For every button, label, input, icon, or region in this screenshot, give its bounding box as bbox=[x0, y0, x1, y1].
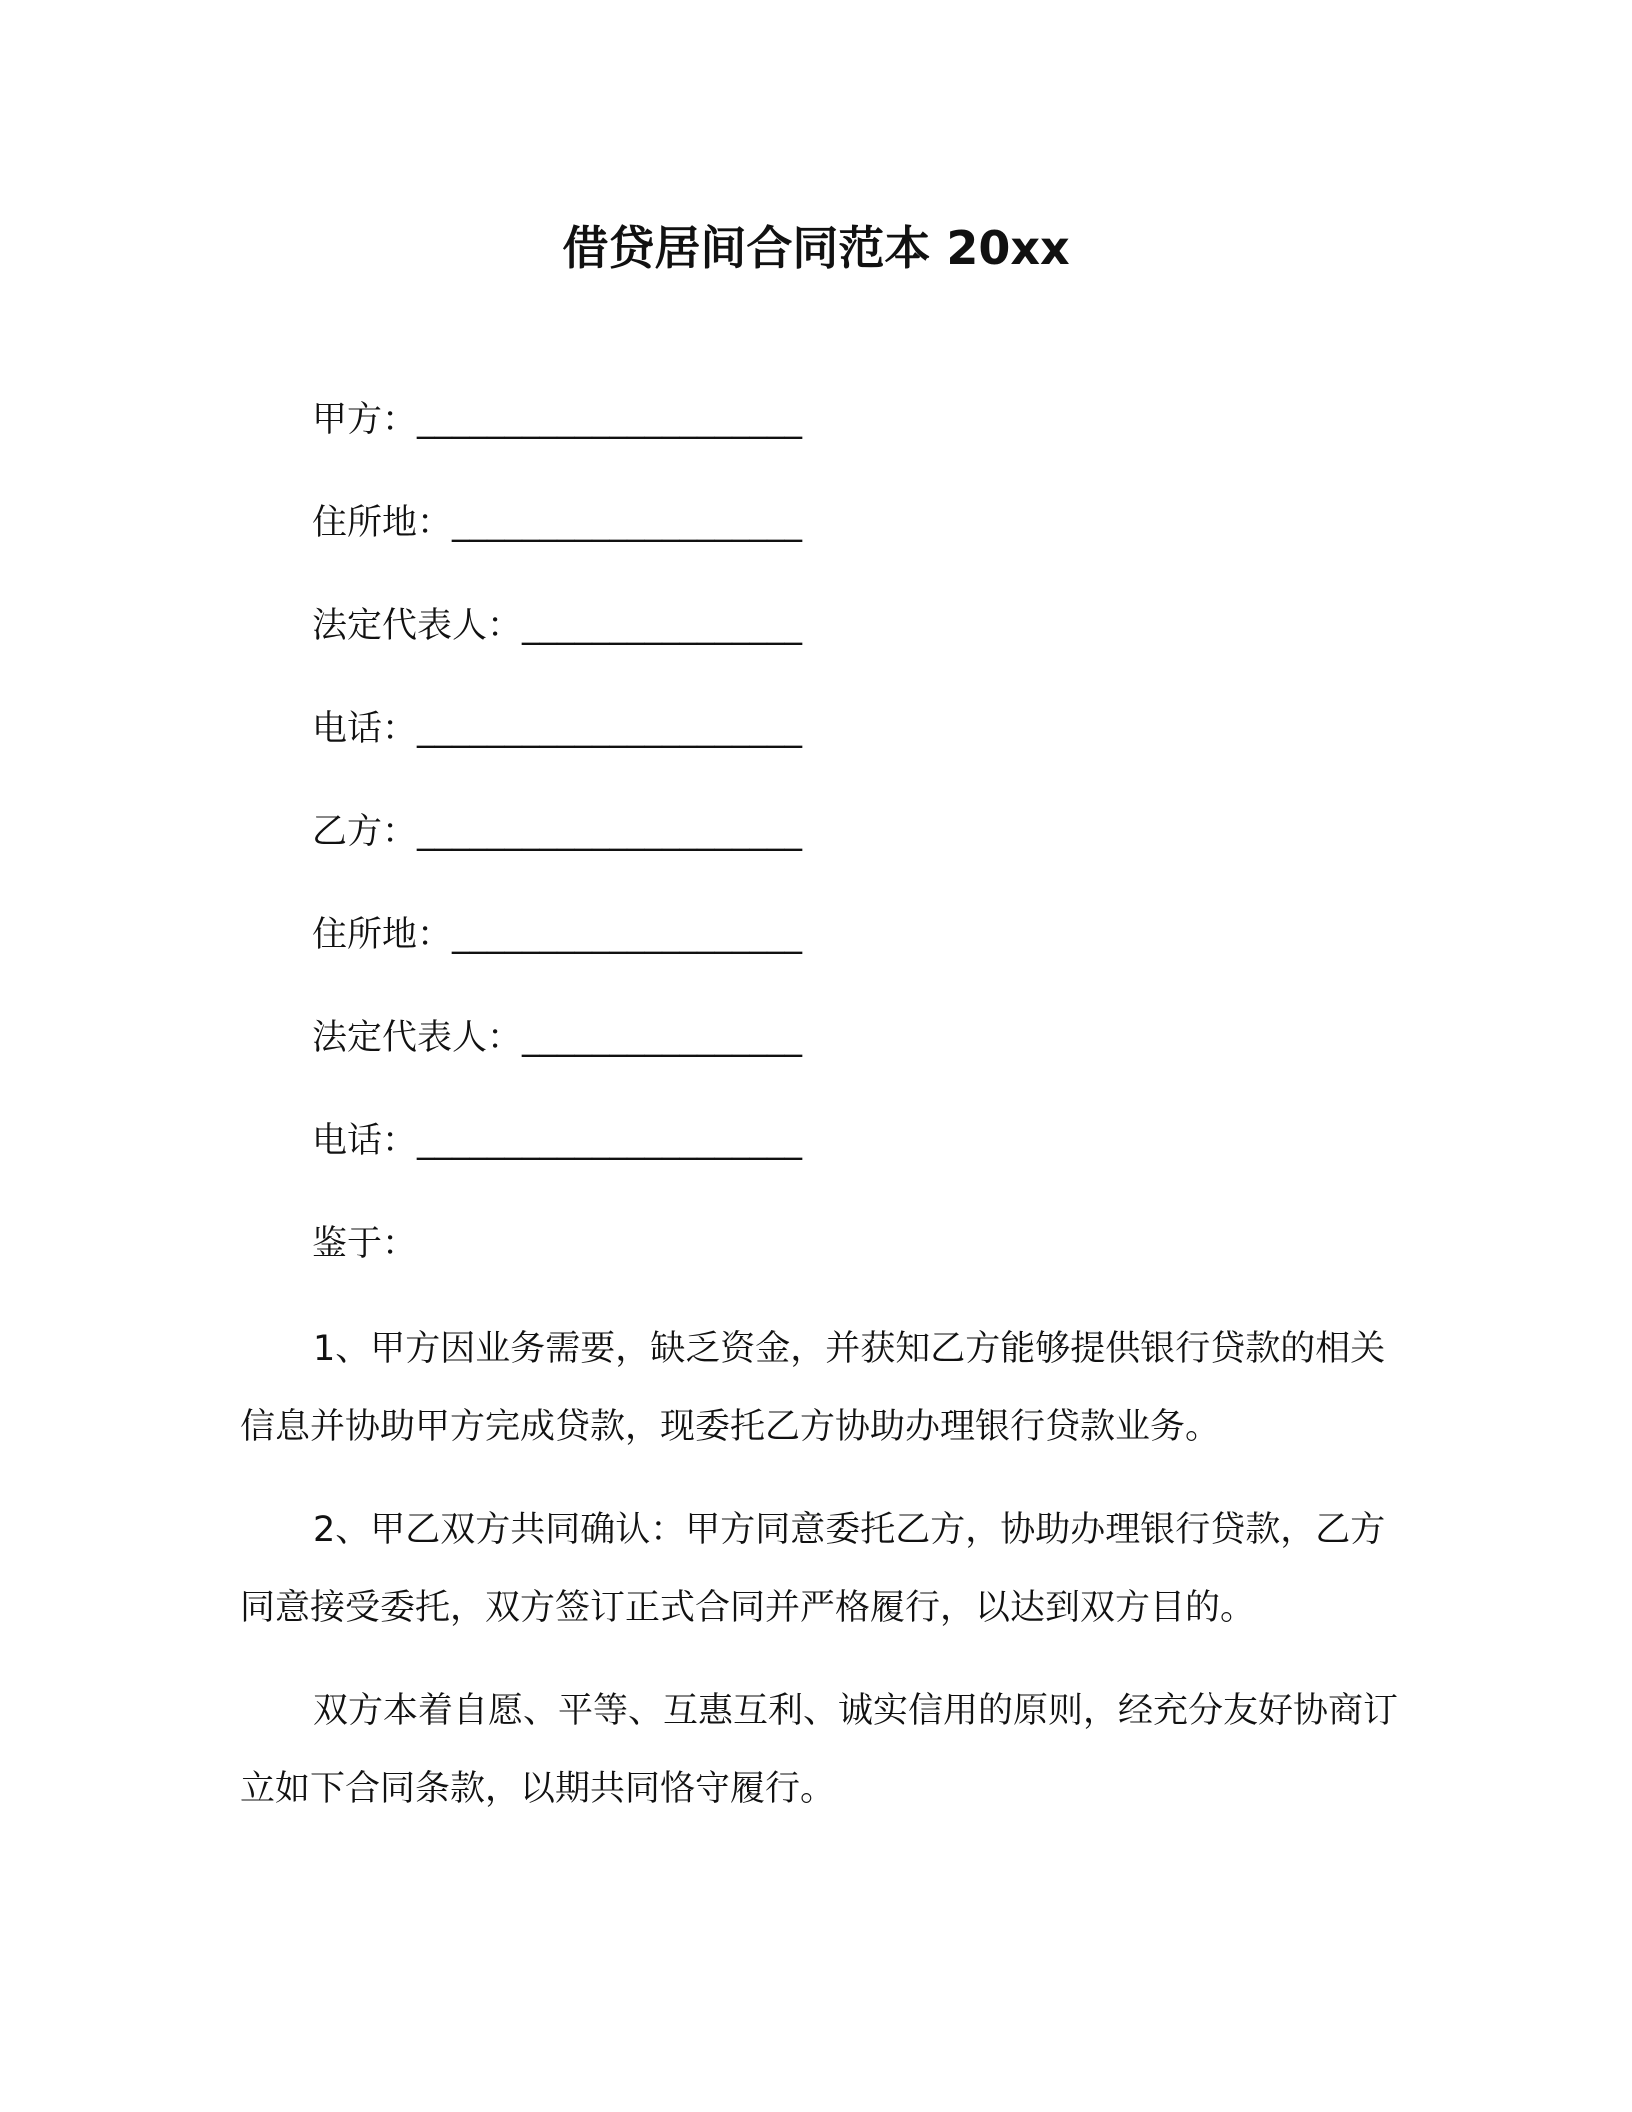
whereas-paragraph-1: 1、甲方因业务需要，缺乏资金，并获知乙方能够提供银行贷款的相关信息并协助甲方完成贷款，现委托乙方协助办理银行贷款业务。 bbox=[240, 1329, 1386, 1447]
party-a-address-blank: ____________________ bbox=[452, 503, 803, 543]
party-a-name-label: 甲方： bbox=[312, 400, 418, 440]
party-a-phone-line bbox=[312, 705, 802, 753]
document-title: 借贷居间合同范本 20xx bbox=[562, 221, 1070, 275]
party-b-address-line bbox=[312, 911, 802, 959]
whereas-paragraph-2: 2、甲乙双方共同确认：甲方同意委托乙方，协助办理银行贷款，乙方同意接受委托，双方签订正式合同并严格履行，以达到双方目的。 bbox=[240, 1510, 1386, 1628]
party-a-name-line bbox=[312, 396, 802, 444]
party-a-phone-blank: ______________________ bbox=[417, 709, 803, 749]
whereas-heading: 鉴于： bbox=[312, 1224, 418, 1264]
party-b-phone-label: 电话： bbox=[312, 1121, 418, 1161]
party-b-phone-line bbox=[312, 1117, 802, 1165]
party-a-name-blank: ______________________ bbox=[417, 400, 803, 440]
party-b-address-blank: ____________________ bbox=[452, 915, 803, 955]
party-b-rep-label: 法定代表人： bbox=[312, 1018, 523, 1058]
party-b-address-label: 住所地： bbox=[312, 915, 453, 955]
party-b-phone-blank: ______________________ bbox=[417, 1121, 803, 1161]
party-a-rep-blank: ________________ bbox=[522, 606, 803, 646]
party-b-name-line bbox=[312, 808, 802, 856]
party-b-name-blank: ______________________ bbox=[417, 812, 803, 852]
party-a-rep-label: 法定代表人： bbox=[312, 606, 523, 646]
principles-paragraph: 双方本着自愿、平等、互惠互利、诚实信用的原则，经充分友好协商订立如下合同条款，以期共同恪守履行。 bbox=[240, 1691, 1399, 1809]
party-a-address-line bbox=[312, 499, 802, 547]
party-b-rep-line bbox=[312, 1014, 802, 1062]
party-a-address-label: 住所地： bbox=[312, 503, 453, 543]
party-b-rep-blank: ________________ bbox=[522, 1018, 803, 1058]
party-a-rep-line bbox=[312, 602, 802, 650]
party-a-phone-label: 电话： bbox=[312, 709, 418, 749]
party-b-name-label: 乙方： bbox=[312, 812, 418, 852]
